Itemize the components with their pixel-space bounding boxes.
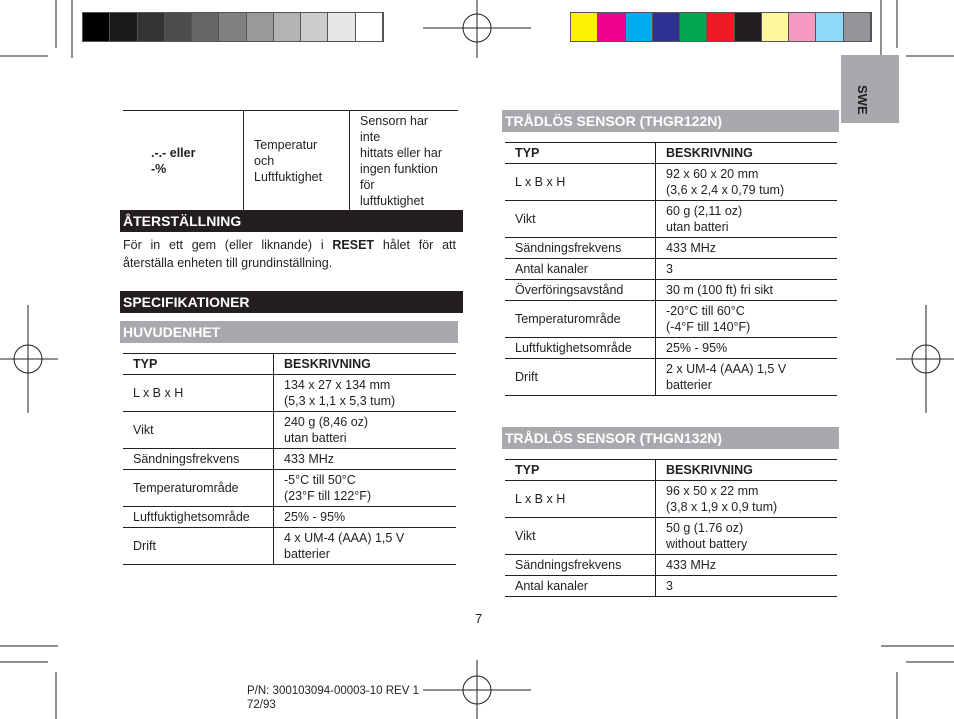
spec-value: 134 x 27 x 134 mm (5,3 x 1,1 x 5,3 tum): [274, 375, 457, 412]
spec-value: 25% - 95%: [274, 507, 457, 528]
spec-value: 4 x UM-4 (AAA) 1,5 V batterier: [274, 528, 457, 565]
spec-type: Drift: [505, 359, 656, 396]
spec-type: L x B x H: [123, 375, 274, 412]
table-header: TYP: [505, 460, 656, 481]
spec-type: Antal kanaler: [505, 259, 656, 280]
page-number: 7: [475, 611, 483, 626]
language-tab-label: SWE: [855, 85, 870, 115]
spec-type: Sändningsfrekvens: [505, 555, 656, 576]
spec-type: Sändningsfrekvens: [505, 238, 656, 259]
spec-value: -20°C till 60°C (-4°F till 140°F): [656, 301, 838, 338]
table-row: [123, 375, 456, 412]
error-item: Temperatur och Luftfuktighet: [244, 111, 350, 212]
spec-value: 96 x 50 x 22 mm (3,8 x 1,9 x 0,9 tum): [656, 481, 838, 518]
spec-type: Vikt: [123, 412, 274, 449]
table-row: [505, 259, 837, 280]
table-row: [505, 576, 837, 597]
table-row: [505, 555, 837, 576]
spec-type: Vikt: [505, 518, 656, 555]
spec-type: Överföringsavstånd: [505, 280, 656, 301]
spec-type: Luftfuktighetsområde: [505, 338, 656, 359]
table-header: TYP: [123, 354, 274, 375]
spec-type: Drift: [123, 528, 274, 565]
spec-value: 3: [656, 576, 838, 597]
table-row: [505, 359, 837, 396]
table-row: [505, 238, 837, 259]
table-row: [123, 412, 456, 449]
reset-text-bold: RESET: [332, 238, 375, 252]
spec-value: 2 x UM-4 (AAA) 1,5 V batterier: [656, 359, 838, 396]
table-row: [123, 470, 456, 507]
footer-page-ref: 72/93: [247, 699, 276, 711]
main-unit-table: [123, 353, 456, 565]
spec-value: 433 MHz: [274, 449, 457, 470]
spec-type: Temperaturområde: [505, 301, 656, 338]
sensor-thgn132n-table: [505, 459, 837, 597]
spec-type: Antal kanaler: [505, 576, 656, 597]
table-row: [505, 201, 837, 238]
table-row: [123, 507, 456, 528]
sensor-thgn132n-heading: TRÅDLÖS SENSOR (THGN132N): [502, 427, 839, 449]
spec-type: Vikt: [505, 201, 656, 238]
spec-value: 240 g (8,46 oz) utan batteri: [274, 412, 457, 449]
table-row: [505, 518, 837, 555]
reset-text-after: hålet för att återställa enheten till grundinställning.: [123, 238, 456, 270]
spec-value: 25% - 95%: [656, 338, 838, 359]
spec-value: 60 g (2,11 oz) utan batteri: [656, 201, 838, 238]
spec-value: 3: [656, 259, 838, 280]
language-tab: [841, 55, 899, 123]
sensor-thgr122n-heading: TRÅDLÖS SENSOR (THGR122N): [502, 110, 839, 132]
table-header: BESKRIVNING: [274, 354, 457, 375]
main-unit-heading: HUVUDENHET: [120, 321, 458, 343]
spec-type: Temperaturområde: [123, 470, 274, 507]
sensor-thgr122n-table: [505, 142, 837, 396]
table-header: TYP: [505, 143, 656, 164]
spec-type: L x B x H: [505, 481, 656, 518]
spec-value: -5°C till 50°C (23°F till 122°F): [274, 470, 457, 507]
table-row: [505, 301, 837, 338]
reset-heading: ÅTERSTÄLLNING: [120, 210, 463, 232]
footer-part-number: P/N: 300103094-00003-10 REV 1: [247, 685, 419, 697]
reset-text-before: För in ett gem (eller liknande) i: [123, 238, 333, 252]
specs-heading: SPECIFIKATIONER: [120, 291, 463, 313]
table-row: [505, 164, 837, 201]
spec-type: L x B x H: [505, 164, 656, 201]
reset-text: [123, 236, 456, 272]
spec-value: 50 g (1.76 oz) without battery: [656, 518, 838, 555]
table-header: BESKRIVNING: [656, 460, 838, 481]
spec-type: Sändningsfrekvens: [123, 449, 274, 470]
spec-value: 433 MHz: [656, 238, 838, 259]
error-table: [123, 110, 458, 212]
spec-value: 92 x 60 x 20 mm (3,6 x 2,4 x 0,79 tum): [656, 164, 838, 201]
table-row: [505, 481, 837, 518]
spec-value: 433 MHz: [656, 555, 838, 576]
table-row: [123, 449, 456, 470]
table-row: [505, 280, 837, 301]
table-row: [505, 338, 837, 359]
table-row: [123, 528, 456, 565]
spec-type: Luftfuktighetsområde: [123, 507, 274, 528]
spec-value: 30 m (100 ft) fri sikt: [656, 280, 838, 301]
error-code: .-.- eller -%: [123, 111, 244, 212]
table-header: BESKRIVNING: [656, 143, 838, 164]
error-description: Sensorn har inte hittats eller har ingen funktion för luftfuktighet: [350, 111, 459, 212]
